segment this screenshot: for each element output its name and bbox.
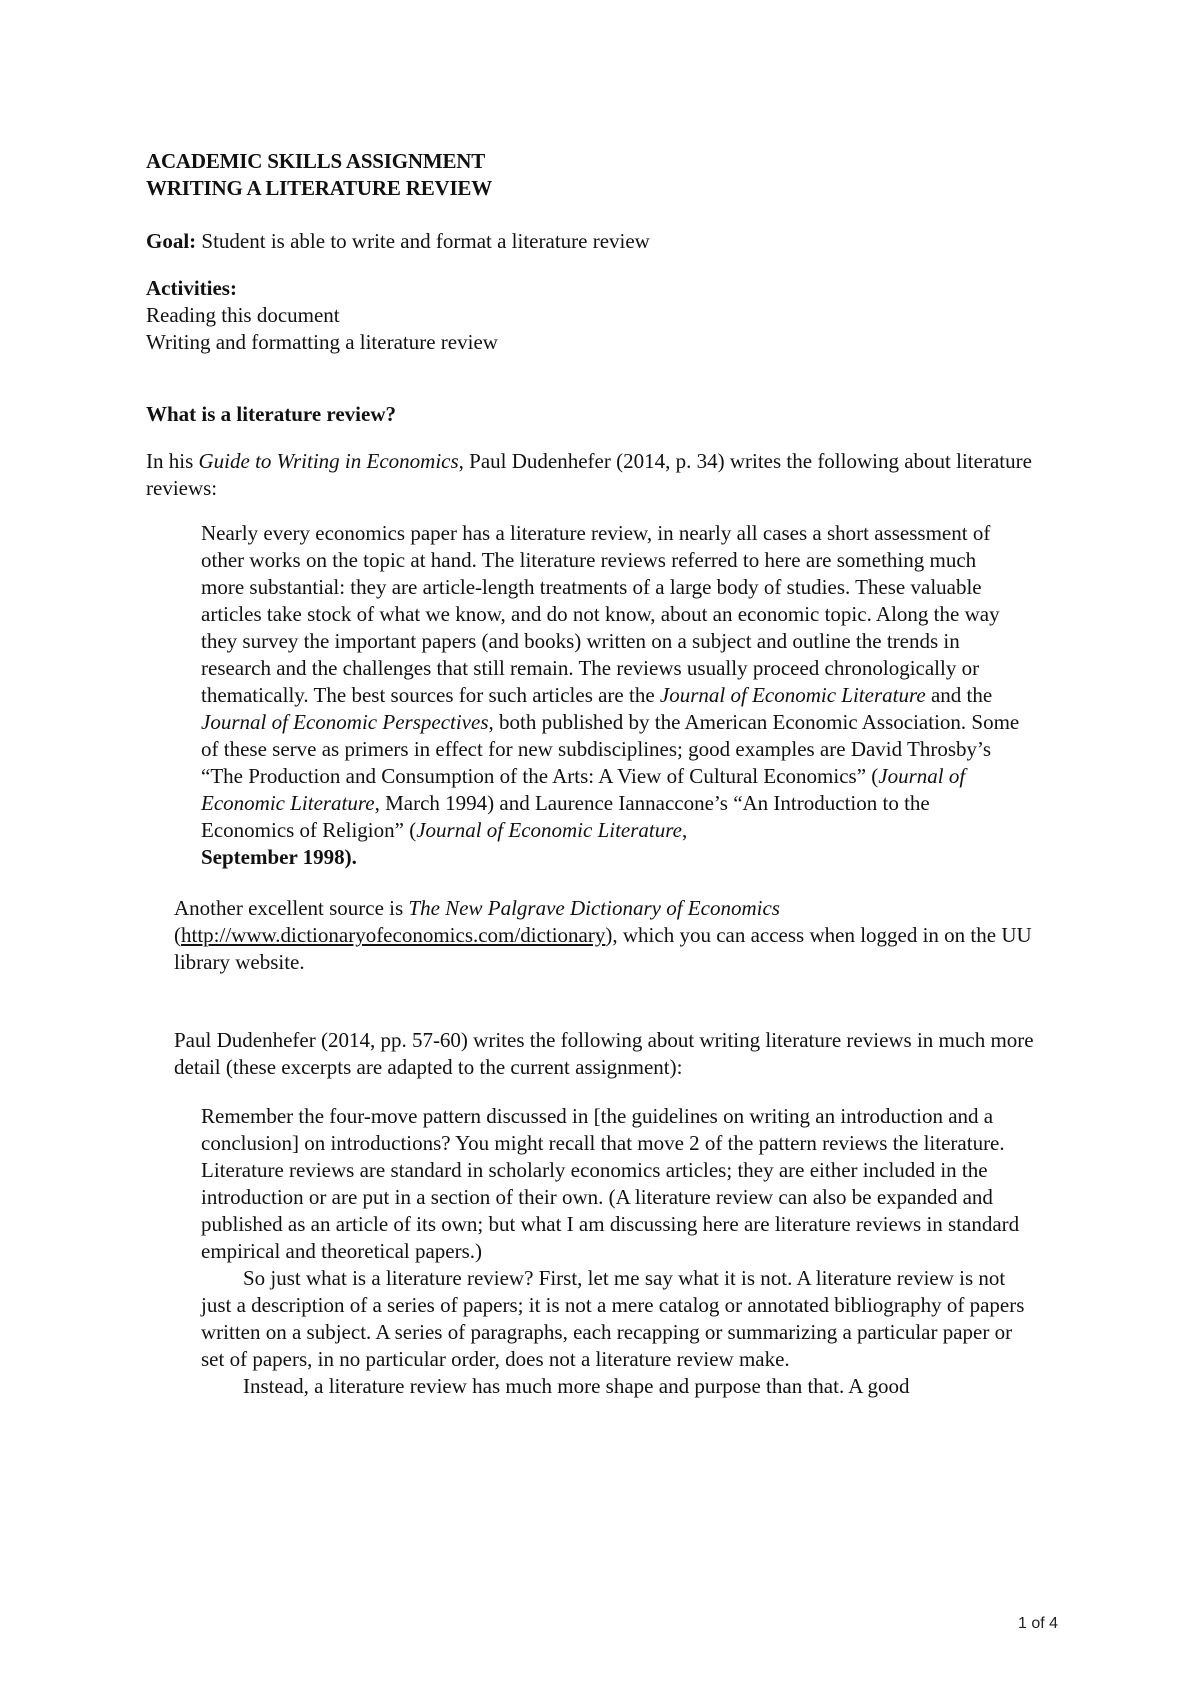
page-number: 1 of 4 <box>1017 1615 1058 1632</box>
section-heading: What is a literature review? <box>146 402 397 426</box>
document-title-line-2: WRITING A LITERATURE REVIEW <box>146 176 493 200</box>
activities-label: Activities: <box>146 276 237 300</box>
activity-item: Reading this document <box>146 303 340 327</box>
block-quote-1 <box>201 520 1021 871</box>
block-quote-2 <box>201 1103 1031 1400</box>
goal-label: Goal: <box>146 229 197 253</box>
activity-item: Writing and formatting a literature review <box>146 330 498 354</box>
activities-section <box>146 275 1066 356</box>
journal-title: Journal of Economic Literature <box>201 764 966 815</box>
dictionary-title: The New Palgrave Dictionary of Economics <box>408 896 780 920</box>
document-title-line-1: ACADEMIC SKILLS ASSIGNMENT <box>146 149 486 173</box>
goal-text: Student is able to write and format a literature review <box>196 229 650 253</box>
goal-statement <box>146 228 1066 255</box>
block-quote-2-paragraph: Remember the four-move pattern discussed in [the guidelines on writing an introduction and a conclusion] on introductions? You might recall that move 2 of the pattern reviews the literature. Literature reviews are standard in scholarly economics articles; they are either included in the introduction or are put in a section of their own. (A literature review can also be expanded and published as an article of its own; but what I am discussing here are literature reviews in standard empirical and theoretical papers.) <box>201 1104 1020 1263</box>
dictionary-link[interactable]: http://www.dictionaryofeconomics.com/dictionary <box>181 923 606 947</box>
block-quote-1-text: Nearly every economics paper has a literature review, in nearly all cases a short assessment of other works on the topic at hand. The literature reviews referred to here are something much more substantial: they are article-length treatments of a large body of studies. These valuable articles take stock of what we know, and do not know, about an economic topic. Along the way they survey the important papers (and books) written on a subject and outline the trends in research and the challenges that still remain. The reviews usually proceed chronologically or thematically. The best sources for such articles are the Journal of Economic Literature and the Journal of Economic Perspectives, both published by the American Economic Association. Some of these serve as primers in effect for new subdisciplines; good examples are David Throsby’s “The Production and Consumption of the Arts: A View of Cultural Economics” (Journal of Economic Literature, March 1994) and Laurence Iannaccone’s “An Introduction to the Economics of Religion” (Journal of Economic Literature, September 1998). <box>201 521 1020 869</box>
journal-title: Journal of Economic Literature <box>659 683 926 707</box>
second-intro-paragraph: Paul Dudenhefer (2014, pp. 57-60) writes the following about writing literature reviews in much more detail (these excerpts are adapted to the current assignment): <box>174 1028 1034 1079</box>
block-quote-2-paragraph: So just what is a literature review? First, let me say what it is not. A literature review is not just a description of a series of papers; it is not a mere catalog or annotated bibliography of papers written on a subject. A series of paragraphs, each recapping or summarizing a particular paper or set of papers, in no particular order, does not a literature review make. <box>201 1266 1025 1371</box>
source-note-paragraph: Another excellent source is The New Palgrave Dictionary of Economics (http://www.dictionaryofeconomics.com/dictionary), which you can access when logged in on the UU library website. <box>174 896 1032 974</box>
block-quote-2-paragraph: Instead, a literature review has much more shape and purpose than that. A good <box>243 1374 910 1398</box>
intro-paragraph: In his Guide to Writing in Economics, Paul Dudenhefer (2014, p. 34) writes the following about literature reviews: <box>146 449 1032 500</box>
journal-title: Journal of Economic Literature <box>416 818 682 842</box>
block-quote-1-closing: September 1998). <box>201 845 357 869</box>
book-title: Guide to Writing in Economics <box>198 449 459 473</box>
journal-title: Journal of Economic Perspectives <box>201 710 489 734</box>
page-content <box>146 148 1066 1400</box>
